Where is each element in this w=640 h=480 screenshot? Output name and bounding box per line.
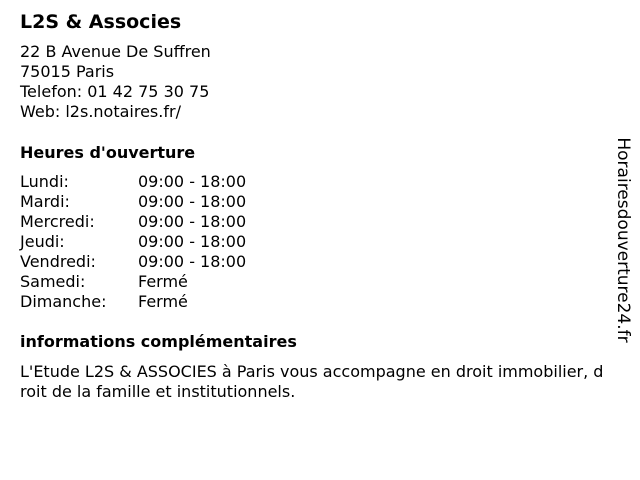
hours-row-friday bbox=[20, 252, 610, 272]
site-watermark: Horairesdouverture24.fr bbox=[613, 137, 633, 343]
phone-number: Telefon: 01 42 75 30 75 bbox=[20, 82, 210, 101]
hours-row-saturday bbox=[20, 272, 610, 292]
opening-hours-heading: Heures d'ouverture bbox=[20, 143, 196, 162]
hours-time: Fermé bbox=[138, 292, 188, 311]
website-link[interactable]: Web: l2s.notaires.fr/ bbox=[20, 102, 181, 121]
hours-row-tuesday bbox=[20, 192, 610, 212]
hours-time: 09:00 - 18:00 bbox=[138, 172, 247, 191]
additional-info-heading: informations complémentaires bbox=[20, 332, 297, 351]
hours-time: 09:00 - 18:00 bbox=[138, 192, 247, 211]
opening-hours-table bbox=[20, 172, 610, 312]
hours-day: Mardi: bbox=[20, 192, 70, 211]
hours-day: Lundi: bbox=[20, 172, 69, 191]
hours-row-sunday bbox=[20, 292, 610, 312]
hours-day: Mercredi: bbox=[20, 212, 95, 231]
hours-time: 09:00 - 18:00 bbox=[138, 212, 247, 231]
hours-day: Jeudi: bbox=[20, 232, 65, 251]
street-address: 22 B Avenue De Suffren bbox=[20, 42, 211, 61]
city-address: 75015 Paris bbox=[20, 62, 115, 81]
hours-day: Vendredi: bbox=[20, 252, 96, 271]
additional-info-text: L'Etude L2S & ASSOCIES à Paris vous accompagne en droit immobilier, droit de la famille et institutionnels. bbox=[20, 362, 604, 401]
hours-day: Samedi: bbox=[20, 272, 86, 291]
hours-row-thursday bbox=[20, 232, 610, 252]
hours-row-wednesday bbox=[20, 212, 610, 232]
hours-row-monday bbox=[20, 172, 610, 192]
hours-time: 09:00 - 18:00 bbox=[138, 252, 247, 271]
hours-time: 09:00 - 18:00 bbox=[138, 232, 247, 251]
hours-day: Dimanche: bbox=[20, 292, 107, 311]
hours-time: Fermé bbox=[138, 272, 188, 291]
business-name: L2S & Associes bbox=[20, 11, 182, 33]
business-card bbox=[20, 10, 610, 402]
